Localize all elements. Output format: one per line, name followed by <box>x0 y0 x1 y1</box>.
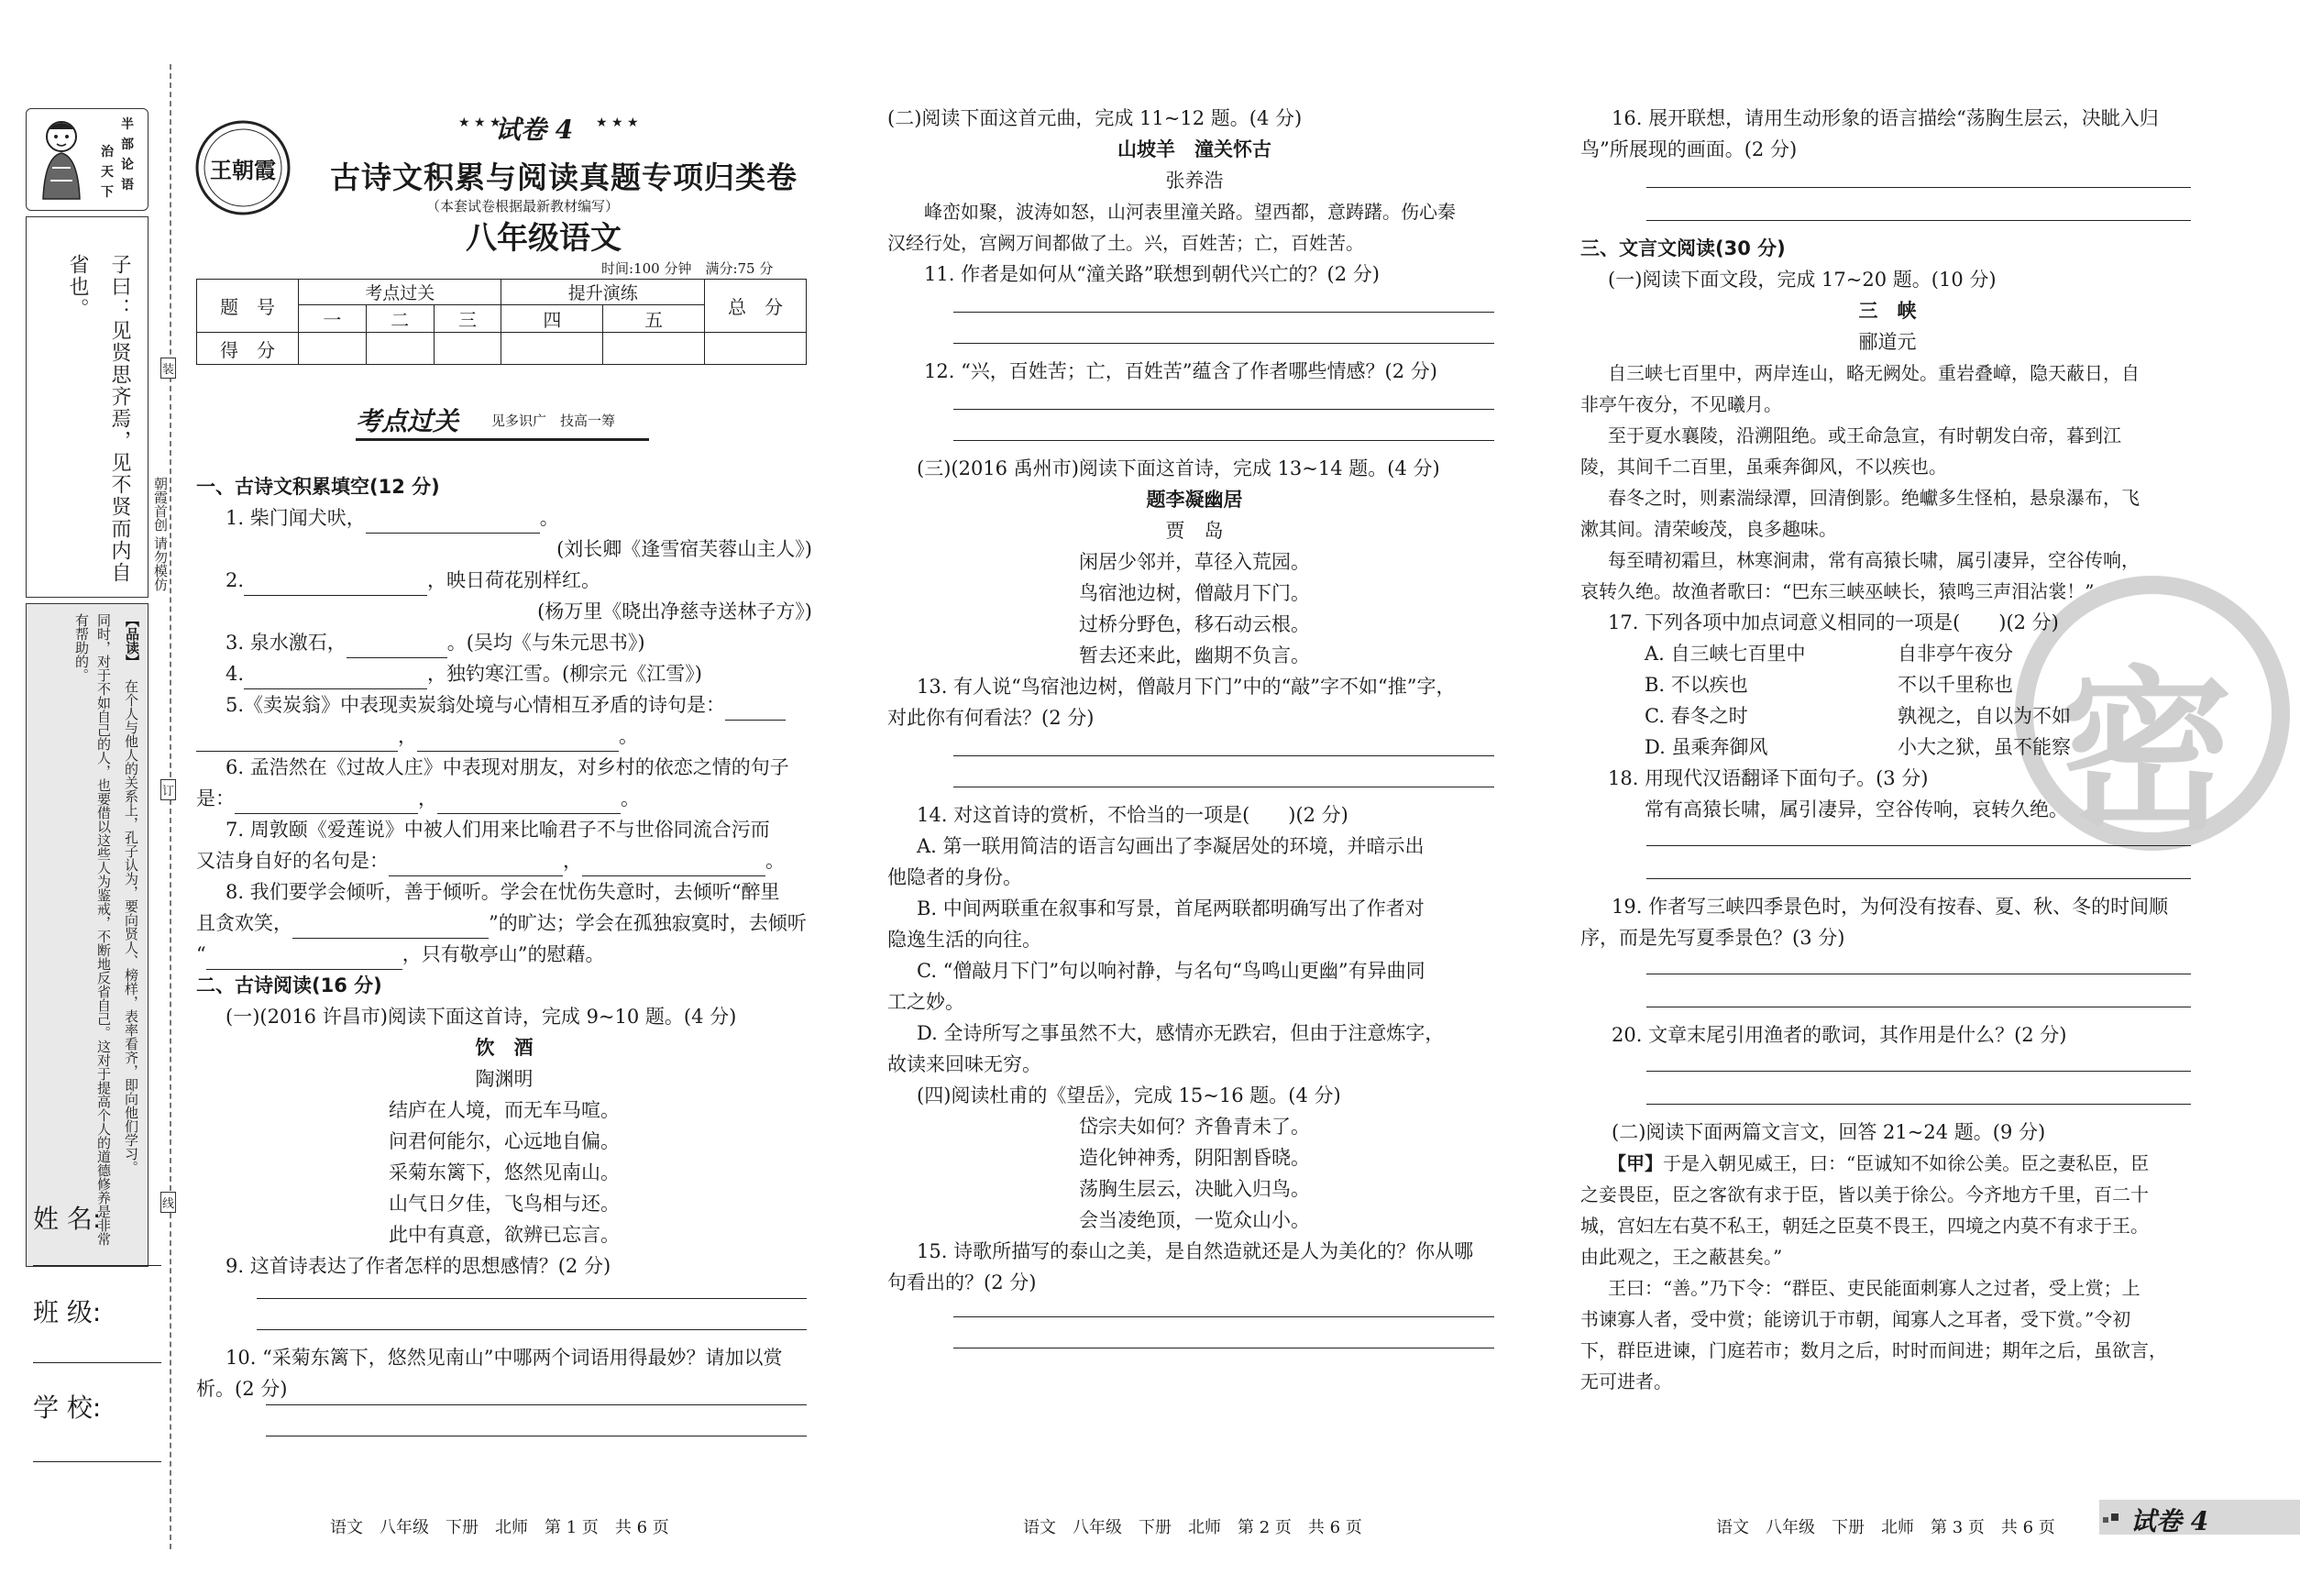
jia-line: 由此观之，王之蔽甚矣。” <box>1580 1246 1783 1268</box>
poem1-author: 陶渊明 <box>475 1068 534 1090</box>
q17-option-c <box>1580 700 2195 732</box>
q4-num: 4. <box>226 663 245 685</box>
section-banner <box>356 402 658 438</box>
question-19: 19. 作者写三峡四季景色时，为何没有按春、夏、秋、冬的时间顺 <box>1612 896 2169 918</box>
question-12: 12. “兴，百姓苦；亡，百姓苦”蕴含了作者哪些情感？(2 分) <box>924 360 1437 382</box>
jia2-line: 王曰：“善。”乃下令：“群臣、吏民能面刺寡人之过者，受上赏；上 <box>1608 1277 2140 1299</box>
q18-sentence: 常有高猿长啸，属引凄异，空谷传响，哀转久绝。 <box>1645 798 2068 820</box>
q5-blank[interactable] <box>725 699 786 721</box>
q18-answer[interactable] <box>1580 825 2195 891</box>
q16-answer[interactable] <box>1580 165 2195 233</box>
page1-footer: 语文 八年级 下册 北师 第 1 页 共 6 页 <box>330 1518 669 1537</box>
part-2-instruction: (二)阅读下面这首元曲，完成 11~12 题。(4 分) <box>887 107 1303 129</box>
essay-para: 至于夏水襄陵，沿溯阻绝。或王命急宣，有时朝发白帝，暮到江 <box>1608 424 2121 446</box>
poem3-line: 暂去还来此，幽期不负言。 <box>1079 644 1310 666</box>
essay-author: 郦道元 <box>1858 331 1917 353</box>
name-label: 姓 名: <box>33 1204 102 1234</box>
paper-subtitle: （本套试卷根据最新教材编写） <box>426 198 620 215</box>
stars-right: ★ ★ ★ <box>596 116 639 130</box>
score-col: 二 <box>366 305 434 333</box>
quote-box <box>26 216 149 598</box>
school-label: 学 校: <box>33 1392 102 1423</box>
sidebar-phrase-grid <box>94 117 145 205</box>
stars-left: ★ ★ ★ <box>458 116 501 130</box>
q7-blank[interactable] <box>389 855 563 876</box>
q13-answer[interactable] <box>887 733 1502 799</box>
question-11: 11. 作者是如何从“潼关路”联想到朝代兴亡的？(2 分) <box>924 263 1380 285</box>
question-5 <box>196 689 812 721</box>
q2-num: 2. <box>226 569 245 591</box>
phrase-char: 天 <box>101 165 114 180</box>
paper-title: 古诗文积累与阅读真题专项归类卷 <box>330 160 798 195</box>
question-3 <box>196 627 812 658</box>
question-2 <box>196 565 812 596</box>
q3-blank[interactable] <box>347 637 447 658</box>
q8-text: 且贪欢笑， <box>196 912 292 934</box>
jia-para <box>1580 1148 2195 1179</box>
banner-slogan: 见多识广 技高一筹 <box>491 413 616 429</box>
question-10: 10. “采菊东篱下，悠然见南山”中哪两个词语用得最妙？请加以赏 <box>226 1347 783 1369</box>
poem4-line: 荡胸生层云，决眦入归鸟。 <box>1079 1178 1310 1200</box>
q17-option-b <box>1580 669 2195 700</box>
tab-label: 试卷 4 <box>2130 1506 2209 1536</box>
poem1-line: 采菊东篱下，悠然见南山。 <box>389 1161 620 1183</box>
q8-text: ”的旷达；学会在孤独寂寞时，去倾听 <box>489 912 807 934</box>
q14-option-b: B. 中间两联重在叙事和写景，首尾两联都明确写出了作者对 <box>917 897 1425 919</box>
section-3-title: 三、文言文阅读(30 分) <box>1580 237 1786 259</box>
poem3-line: 鸟宿池边树，僧敲月下门。 <box>1079 582 1310 604</box>
phrase-char: 下 <box>101 185 114 200</box>
watermark-char: 密 <box>2059 651 2234 853</box>
q6-label: 是： <box>196 787 235 809</box>
score-cell[interactable] <box>366 333 434 365</box>
time-info: 时间:100 分钟 满分:75 分 <box>601 260 774 277</box>
q8-line3 <box>196 939 812 970</box>
poem2-title: 山坡羊 潼关怀古 <box>1117 138 1271 160</box>
q4-blank[interactable] <box>244 668 427 689</box>
q15-line2: 句看出的？(2 分) <box>887 1271 1037 1293</box>
question-1 <box>196 502 812 534</box>
page-1 <box>193 92 816 1558</box>
q6-blank[interactable] <box>437 793 621 814</box>
banner-underline <box>356 438 649 441</box>
q14-option-a-cont: 他隐者的身份。 <box>887 866 1022 888</box>
seal-char: 线 <box>160 1192 176 1213</box>
seal-char: 装 <box>160 358 176 379</box>
question-6: 6. 孟浩然在《过故人庄》中表现对朋友，对乡村的依恋之情的句子 <box>226 756 789 778</box>
q6-blank[interactable] <box>235 793 418 814</box>
question-8: 8. 我们要学会倾听，善于倾听。学会在忧伤失意时，去倾听“醉里 <box>226 881 780 903</box>
q8-text: “ <box>196 943 206 965</box>
essay-para: 春冬之时，则素湍绿潭，回清倒影。绝巘多生怪柏，悬泉瀑布，飞 <box>1608 487 2140 509</box>
q7-line2: 又洁身自好的名句是： ， 。 <box>196 845 812 876</box>
paper-number: 试卷 4 <box>495 115 574 145</box>
q17-opt-left: B. 不以疾也 <box>1645 674 1748 696</box>
q17-opt-right: 自非亭午夜分 <box>1898 643 2013 665</box>
commentary-box <box>26 603 149 1267</box>
score-table <box>196 279 807 365</box>
q17-opt-left: D. 虽乘奔御风 <box>1645 736 1768 758</box>
q5-text: 5.《卖炭翁》中表现卖炭翁处境与心情相互矛盾的诗句是： <box>226 694 726 716</box>
phrase-char: 治 <box>101 145 114 160</box>
q17-opt-right: 小大之狱，虽不能察 <box>1898 736 2071 758</box>
q19-line2: 序，而是先写夏季景色？(3 分) <box>1580 927 1845 949</box>
part-3-2-instruction: (二)阅读下面两篇文言文，回答 21~24 题。(9 分) <box>1612 1121 2046 1143</box>
grade-title: 八年级语文 <box>466 220 622 257</box>
poem1-line: 山气日夕佳，飞鸟相与还。 <box>389 1193 620 1215</box>
section-1-title: 一、古诗文积累填空(12 分) <box>196 476 440 498</box>
school-field[interactable] <box>33 1461 161 1462</box>
q14-option-c-cont: 工之妙。 <box>887 991 964 1013</box>
q4-text: ，独钓寒江雪。(柳宗元《江雪》) <box>427 663 702 685</box>
q7-blank[interactable] <box>582 855 765 876</box>
scholar-figure-icon <box>32 116 91 203</box>
essay-para: 自三峡七百里中，两岸连山，略无阙处。重岩叠嶂，隐天蔽日，自 <box>1608 362 2140 384</box>
question-9: 9. 这首诗表达了作者怎样的思想感情？(2 分) <box>226 1255 611 1277</box>
poem3-line: 过桥分野色，移石动云根。 <box>1079 613 1310 635</box>
commentary-label: 【品读】 <box>124 613 140 668</box>
score-col: 五 <box>603 305 705 333</box>
binding-line <box>170 64 171 1549</box>
q7-label: 又洁身自好的名句是： <box>196 850 389 872</box>
q17-opt-right: 孰视之，自以为不如 <box>1898 705 2071 727</box>
page2-footer: 语文 八年级 下册 北师 第 2 页 共 6 页 <box>1023 1518 1362 1537</box>
q10-answer[interactable] <box>196 1404 812 1465</box>
poem2-line: 峰峦如聚，波涛如怒，山河表里潼关路。望西都，意踌躇。伤心秦 <box>924 201 1456 223</box>
score-group2: 提升演练 <box>501 280 705 305</box>
q14-option-d-cont: 故读来回味无穷。 <box>887 1053 1041 1075</box>
q19-answer[interactable] <box>1580 953 2195 1019</box>
jia-label: 【甲】 <box>1608 1152 1663 1174</box>
poem3-author: 贾 岛 <box>1165 520 1224 542</box>
paper-tab <box>2099 1500 2300 1535</box>
page1-body <box>196 471 812 1465</box>
q2-source: (杨万里《晓出净慈寺送林子方》) <box>537 600 812 622</box>
q10-line2: 析。(2 分) <box>196 1378 288 1400</box>
jia-line: 城，宫妇左右莫不私王，朝廷之臣莫不畏王，四境之内莫不有求于王。 <box>1580 1215 2149 1237</box>
poem2-author: 张养浩 <box>1165 170 1224 192</box>
score-row1-label: 题 号 <box>197 280 299 333</box>
score-group1: 考点过关 <box>299 280 501 305</box>
part-4-instruction: (四)阅读杜甫的《望岳》，完成 15~16 题。(4 分) <box>917 1084 1341 1106</box>
page3-footer: 语文 八年级 下册 北师 第 3 页 共 6 页 <box>1716 1518 2055 1537</box>
essay-para: 哀转久绝。故渔者歌曰：“巴东三峡巫峡长，猿鸣三声泪沾裳！” <box>1580 580 2095 602</box>
brand-logo <box>193 117 293 218</box>
q8-line2 <box>196 908 812 939</box>
question-7: 7. 周敦颐《爱莲说》中被人们用来比喻君子不与世俗同流合污而 <box>226 819 770 841</box>
q20-answer[interactable] <box>1580 1051 2195 1117</box>
essay-title: 三 峡 <box>1858 300 1917 322</box>
phrase-char: 半 <box>121 117 134 132</box>
q17-opt-right: 不以千里称也 <box>1898 674 2013 696</box>
q3-text: 3. 泉水激石， <box>226 632 347 654</box>
q13-line2: 对此你有何看法？(2 分) <box>887 707 1095 729</box>
poem1-title: 饮 酒 <box>475 1037 534 1059</box>
question-15: 15. 诗歌所描写的泰山之美，是自然造就还是人为美化的？你从哪 <box>917 1240 1474 1262</box>
jia2-line: 书谏寡人者，受中赏；能谤讥于市朝，闻寡人之耳者，受下赏。”令初 <box>1580 1308 2131 1330</box>
q14-option-d: D. 全诗所写之事虽然不大，感情亦无跌宕，但由于注意炼字， <box>917 1022 1445 1044</box>
score-cell[interactable] <box>501 333 603 365</box>
essay-para: 每至晴初霜旦，林寒涧肃，常有高猿长啸，属引凄异，空谷传响， <box>1608 549 2140 571</box>
score-total: 总 分 <box>705 280 807 333</box>
q14-option-a: A. 第一联用简洁的语言勾画出了李凝居处的环境，并暗示出 <box>917 835 1425 857</box>
banner-title: 考点过关 <box>356 406 459 436</box>
q2-text: ，映日荷花别样红。 <box>427 569 601 591</box>
q17-option-d <box>1580 732 2195 763</box>
page-3 <box>1580 103 2195 1397</box>
q6-line2: 是： ， 。 <box>196 783 812 814</box>
poem4-line: 会当凌绝顶，一览众山小。 <box>1079 1209 1310 1231</box>
q17-option-a <box>1580 638 2195 669</box>
essay-para: 非亭午夜分，不见曦月。 <box>1580 393 1782 415</box>
poem2-line: 汉经行处，宫阙万间都做了土。兴，百姓苦；亡，百姓苦。 <box>887 232 1364 254</box>
essay-para: 漱其间。清荣峻茂，良多趣味。 <box>1580 518 1837 540</box>
q1-text: 1. 柴门闻犬吠， <box>226 507 366 529</box>
poem3-line: 闲居少邻并，草径入荒园。 <box>1079 551 1310 573</box>
q15-answer[interactable] <box>887 1298 1502 1364</box>
motto: 朝霞首创 请勿模仿 <box>152 477 169 591</box>
commentary-head: 在个人与他人的关系上，孔子认为，要向贤人、榜样，表率看齐，即向他们学习。 <box>123 679 139 1174</box>
q14-option-b-cont: 隐逸生活的向往。 <box>887 929 1041 951</box>
question-4 <box>196 658 812 689</box>
score-col: 一 <box>299 305 367 333</box>
q8-blank[interactable] <box>292 918 489 939</box>
jia-line: 之妾畏臣，臣之客欲有求于臣，皆以美于徐公。今齐地方千里，百二十 <box>1580 1183 2149 1205</box>
jia-text: 于是入朝见威王，曰：“臣诚知不如徐公美。臣之妻私臣，臣 <box>1663 1152 2150 1174</box>
section-2-title: 二、古诗阅读(16 分) <box>196 974 382 996</box>
q5-blank-line[interactable]: ， 。 <box>196 721 812 752</box>
poem1-line: 问君何能尔，心远地自偏。 <box>389 1130 620 1152</box>
tab-squares-icon <box>2103 1511 2127 1524</box>
q17-opt-left: C. 春冬之时 <box>1645 705 1748 727</box>
essay-para: 陵，其间千二百里，虽乘奔御风，不以疾也。 <box>1580 456 1947 478</box>
class-label: 班 级: <box>33 1297 102 1327</box>
q8-blank[interactable] <box>206 949 402 970</box>
quote-text: 子曰：见贤思齐焉，见不贤而内自省也。 <box>66 254 131 584</box>
poem1-line: 此中有真意，欲辨已忘言。 <box>389 1224 620 1246</box>
phrase-char: 部 <box>121 138 134 152</box>
name-field[interactable] <box>33 1265 161 1266</box>
question-20: 20. 文章末尾引用渔者的歌词，其作用是什么？(2 分) <box>1612 1024 2067 1046</box>
q9-answer[interactable] <box>196 1282 812 1342</box>
q14-option-c: C. “僧敲月下门”句以响衬静，与名句“鸟鸣山更幽”有异曲同 <box>917 960 1425 982</box>
q8-text: ，只有敬亭山”的慰藉。 <box>402 943 605 965</box>
q1-source: (刘长卿《逢雪宿芙蓉山主人》) <box>556 538 812 560</box>
part-3-1-instruction: (一)阅读下面文段，完成 17~20 题。(10 分) <box>1608 269 1997 291</box>
q16-line2: 鸟”所展现的画面。(2 分) <box>1580 138 1798 160</box>
q11-answer[interactable] <box>887 290 1502 356</box>
question-13: 13. 有人说“鸟宿池边树，僧敲月下门”中的“敲”字不如“推”字， <box>917 676 1456 698</box>
score-cell[interactable] <box>299 333 367 365</box>
score-col: 四 <box>501 305 603 333</box>
commentary-text: 同时，对于不如自己的人，也要借以这些人为鉴戒，不断地反省自己。这对于提高个人的道德修养是非常有帮助的。 <box>73 613 112 1246</box>
q1-end: 。 <box>539 507 559 529</box>
brand-name: 王朝霞 <box>210 157 276 183</box>
phrase-char: 语 <box>121 178 134 193</box>
poem3-title: 题李凝幽居 <box>1146 489 1243 511</box>
phrase-char: 论 <box>121 158 134 172</box>
class-field[interactable] <box>33 1362 161 1363</box>
score-col: 三 <box>434 305 501 333</box>
q3-end: 。(吴均《与朱元思书》) <box>446 632 645 654</box>
q2-blank[interactable] <box>244 575 427 596</box>
score-cell[interactable] <box>603 333 705 365</box>
score-cell[interactable] <box>434 333 501 365</box>
poem1-line: 结庐在人境，而无车马喧。 <box>389 1099 620 1121</box>
jia2-line: 无可进者。 <box>1580 1370 1672 1392</box>
question-16: 16. 展开联想，请用生动形象的语言描绘“荡胸生层云，决眦入归 <box>1612 107 2159 129</box>
page-2 <box>887 103 1502 1364</box>
question-17: 17. 下列各项中加点词意义相同的一项是( )(2 分) <box>1608 611 2059 633</box>
q17-opt-left: A. 自三峡七百里中 <box>1645 643 1806 665</box>
poem4-line: 岱宗夫如何？齐鲁青未了。 <box>1079 1116 1310 1138</box>
question-18: 18. 用现代汉语翻译下面句子。(3 分) <box>1608 767 1929 789</box>
q12-answer[interactable] <box>887 387 1502 453</box>
q1-blank[interactable] <box>366 512 540 534</box>
poem4-line: 造化钟神秀，阴阳割昏晓。 <box>1079 1147 1310 1169</box>
part-1-instruction: (一)(2016 许昌市)阅读下面这首诗，完成 9~10 题。(4 分) <box>226 1006 737 1028</box>
part-3-instruction: (三)(2016 禹州市)阅读下面这首诗，完成 13~14 题。(4 分) <box>917 457 1440 479</box>
score-row2-label: 得 分 <box>197 333 299 365</box>
score-cell[interactable] <box>705 333 807 365</box>
jia2-line: 下，群臣进谏，门庭若市；数月之后，时时而间进；期年之后，虽欲言， <box>1580 1339 2167 1361</box>
question-14: 14. 对这首诗的赏析，不恰当的一项是( )(2 分) <box>917 804 1348 826</box>
seal-char: 订 <box>160 779 176 800</box>
